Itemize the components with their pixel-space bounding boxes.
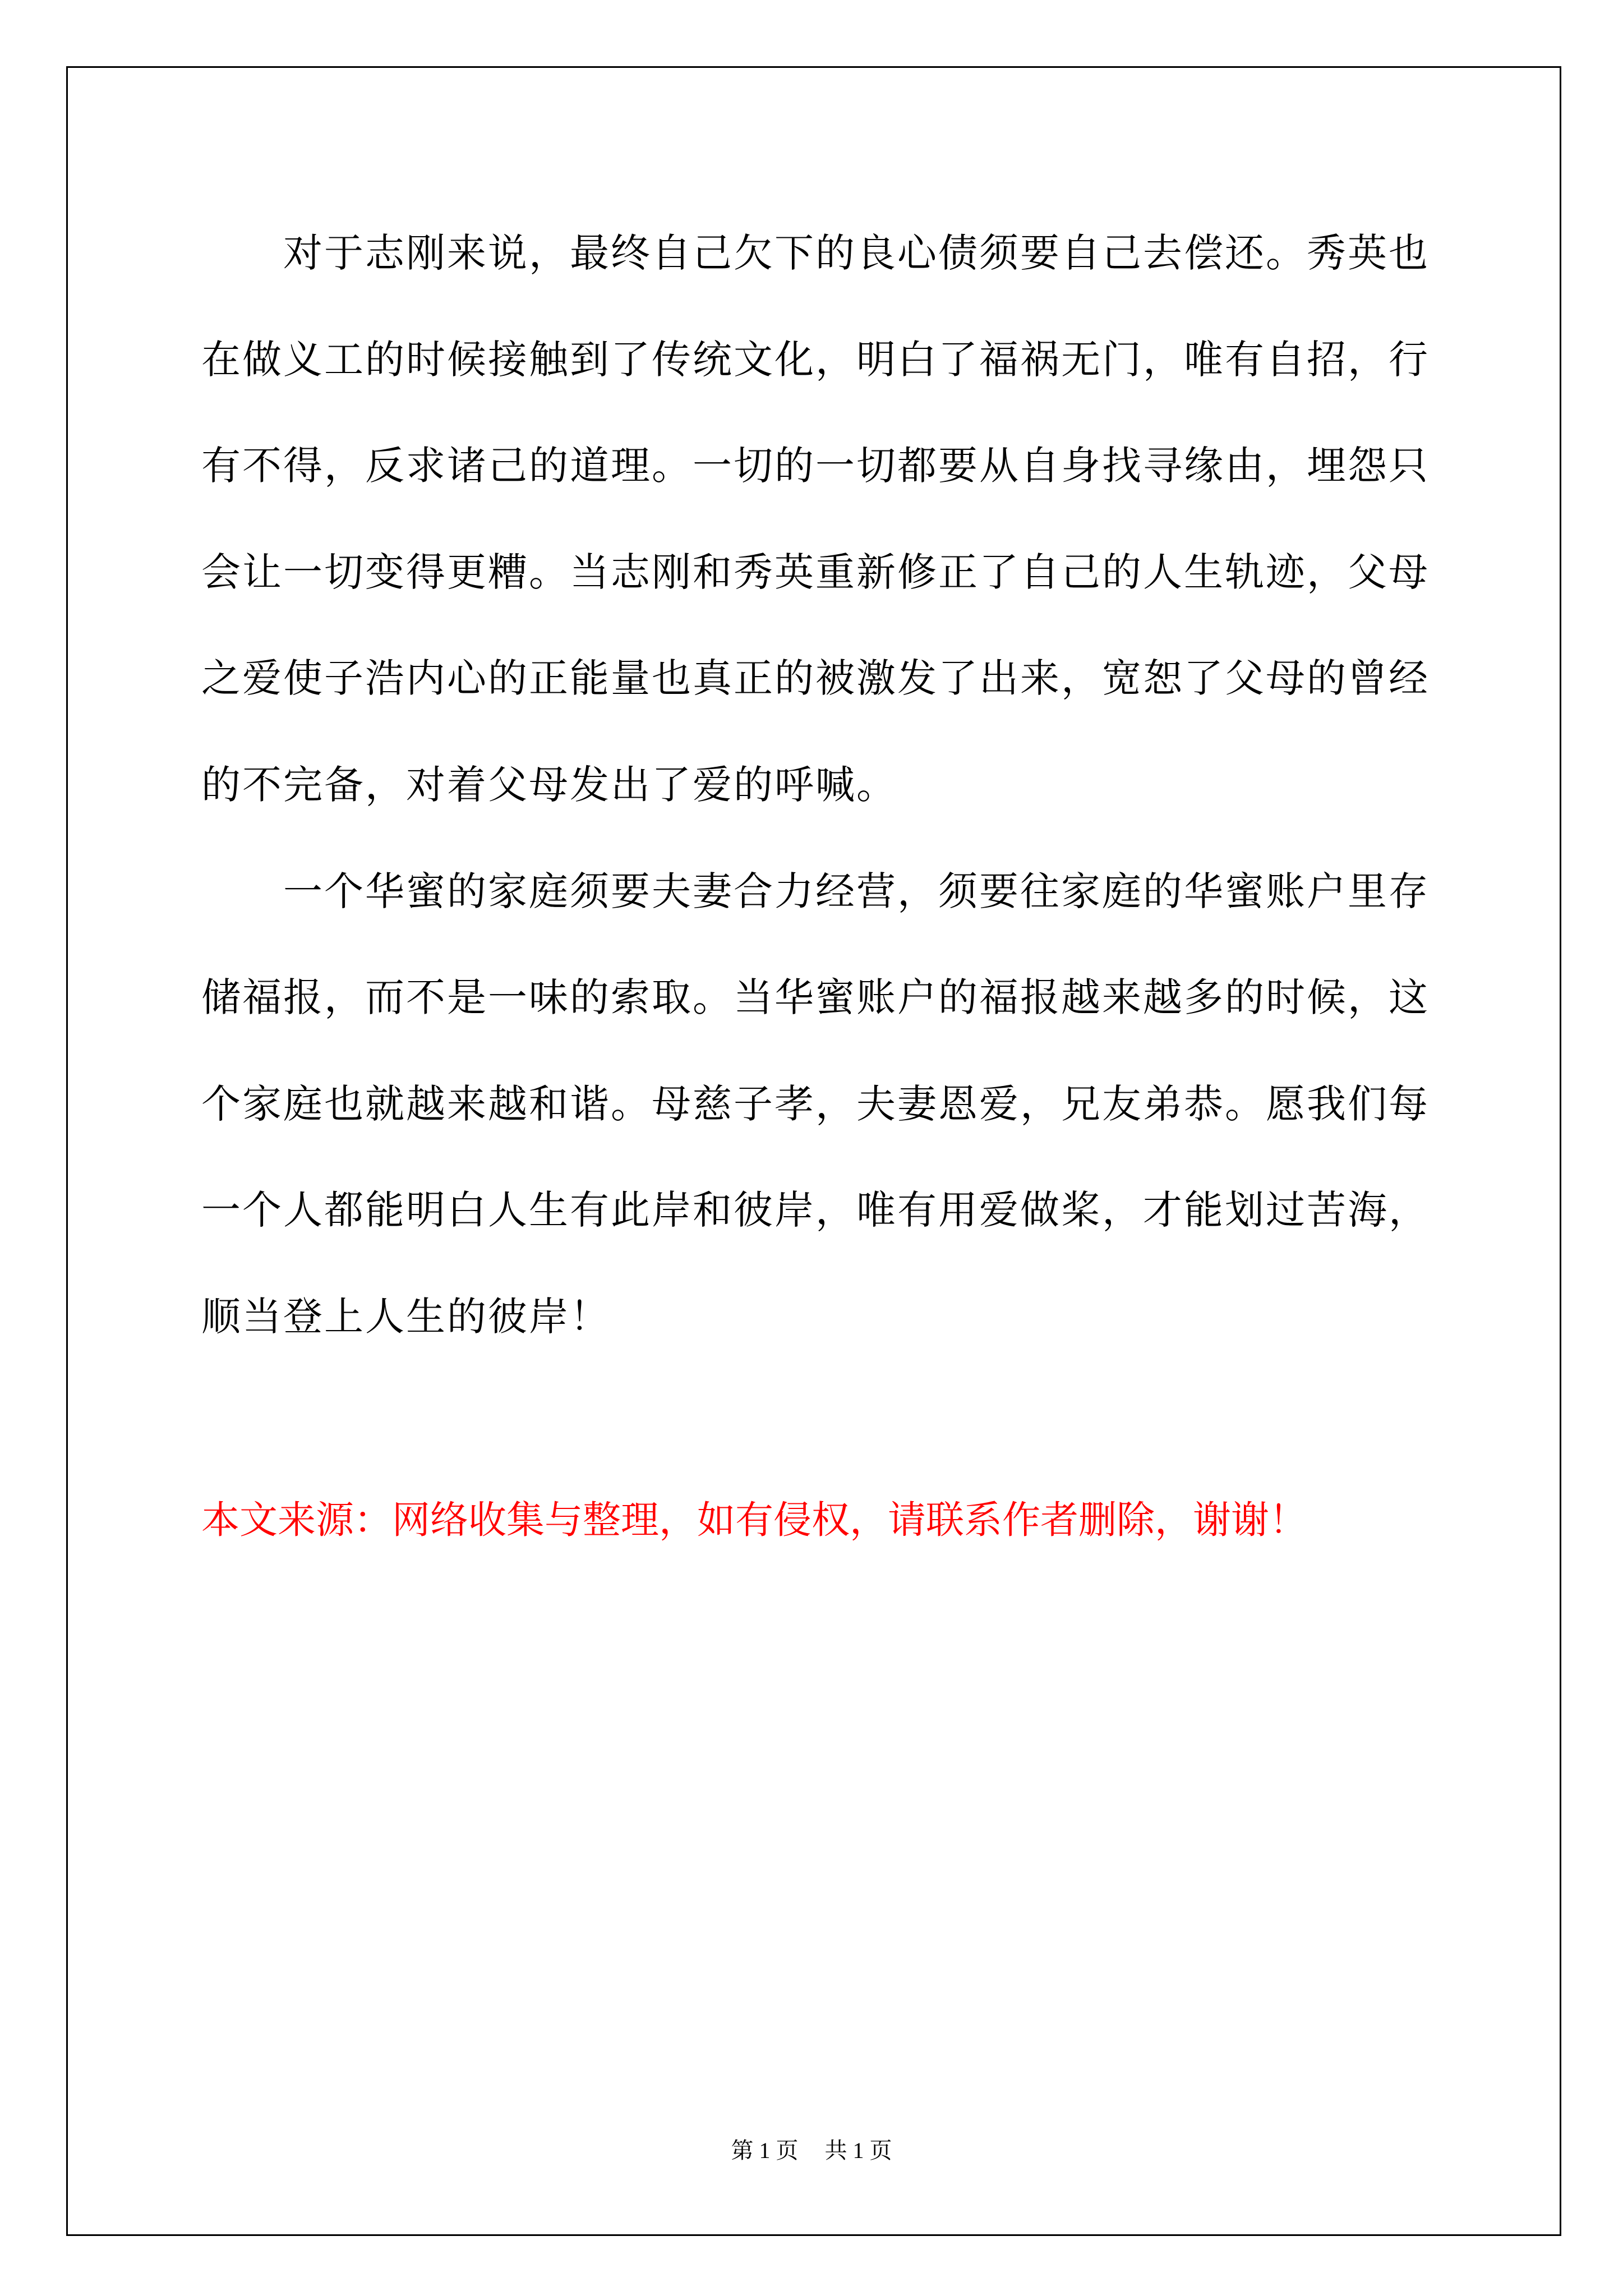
paragraph-2-line-5: 顺当登上人生的彼岸！ [201, 1293, 611, 1340]
paragraph-2-line-1: 一个华蜜的家庭须要夫妻合力经营，须要往家庭的华蜜账户里存 [283, 868, 1430, 914]
paragraph-1-line-1: 对于志刚来说，最终自己欠下的良心债须要自己去偿还。秀英也 [283, 230, 1430, 276]
source-note: 本文来源：网络收集与整理，如有侵权，请联系作者删除，谢谢！ [201, 1498, 1308, 1543]
paragraph-1-line-6: 的不完备，对着父母发出了爱的呼喊。 [201, 761, 897, 808]
paragraph-1-line-2: 在做义工的时候接触到了传统文化，明白了福祸无门，唯有自招，行 [201, 336, 1430, 383]
paragraph-1-line-5: 之爱使子浩内心的正能量也真正的被激发了出来，宽恕了父母的曾经 [201, 655, 1430, 702]
page-footer [0, 2134, 1623, 2168]
paragraph-2-line-4: 一个人都能明白人生有此岸和彼岸，唯有用爱做桨，才能划过苦海， [201, 1187, 1430, 1234]
paragraph-2-line-3: 个家庭也就越来越和谐。母慈子孝，夫妻恩爱，兄友弟恭。愿我们每 [201, 1080, 1430, 1127]
paragraph-1-line-3: 有不得，反求诸己的道理。一切的一切都要从自身找寻缘由，埋怨只 [201, 443, 1430, 489]
paragraph-2-line-2: 储福报，而不是一味的索取。当华蜜账户的福报越来越多的时候，这 [201, 974, 1430, 1021]
paragraph-1-line-4: 会让一切变得更糟。当志刚和秀英重新修正了自己的人生轨迹，父母 [201, 549, 1430, 595]
page-number: 第 1 页 [731, 2138, 799, 2163]
page-total: 共 1 页 [824, 2138, 892, 2163]
document-body [201, 200, 1458, 1370]
